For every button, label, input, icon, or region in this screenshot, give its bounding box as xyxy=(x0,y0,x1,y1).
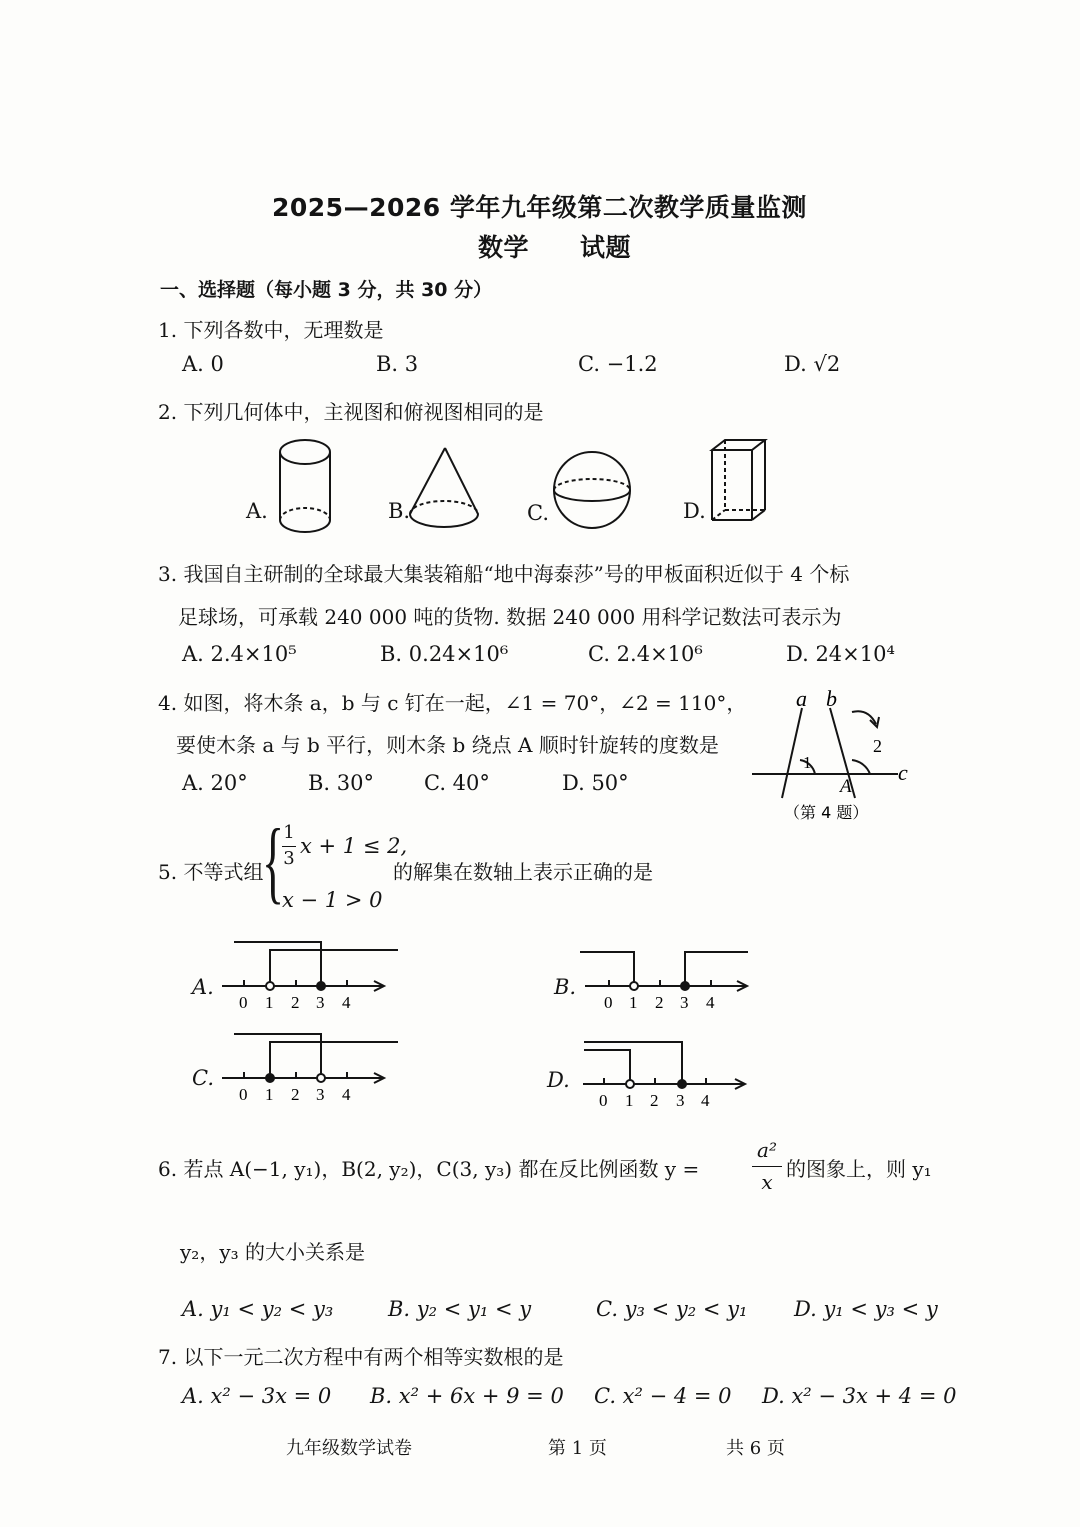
tick-b-3: 3 xyxy=(680,993,689,1012)
q5-option-d: D. xyxy=(547,1068,570,1092)
q3-option-b: B. 0.24×10⁶ xyxy=(380,642,509,666)
fig-label-c: c xyxy=(898,760,908,785)
q6-option-c: C. y₃ < y₂ < y₁ xyxy=(596,1297,748,1321)
q7-stem: 7. 以下一元二次方程中有两个相等实数根的是 xyxy=(158,1345,564,1369)
q6-stem-part2: 的图象上，则 y₁ xyxy=(786,1157,932,1181)
q4-stem-line2: 要使木条 a 与 b 平行，则木条 b 绕点 A 顺时针旋转的度数是 xyxy=(176,733,719,757)
fig-label-2: 2 xyxy=(873,736,882,756)
q5-option-c: C. xyxy=(192,1066,214,1090)
tick-a-3: 3 xyxy=(316,993,325,1012)
footer-exam-name: 九年级数学试卷 xyxy=(286,1438,412,1459)
tick-c-0: 0 xyxy=(239,1085,248,1104)
fig-label-b: b xyxy=(826,686,837,711)
tick-d-3: 3 xyxy=(676,1091,685,1110)
q6-stem-part1: 6. 若点 A(−1, y₁)，B(2, y₂)，C(3, y₃) 都在反比例函数 y = xyxy=(158,1157,700,1181)
q5-option-a: A. xyxy=(192,975,214,999)
q3-option-d: D. 24×10⁴ xyxy=(786,642,895,666)
fig-label-a: a xyxy=(796,686,807,711)
q2-option-d: D. xyxy=(683,499,706,523)
q3-stem-line1: 3. 我国自主研制的全球最大集装箱船“地中海泰莎”号的甲板面积近似于 4 个标 xyxy=(158,562,850,586)
fig-label-1: 1 xyxy=(803,753,812,772)
section-heading: 一、选择题（每小题 3 分，共 30 分） xyxy=(160,279,493,301)
q2-stem: 2. 下列几何体中，主视图和俯视图相同的是 xyxy=(158,400,544,424)
q6-frac-den: x xyxy=(761,1170,773,1194)
fig-caption: （第 4 题） xyxy=(784,803,869,822)
number-line-c xyxy=(222,1034,398,1083)
tick-c-2: 2 xyxy=(291,1085,300,1104)
q1-stem: 1. 下列各数中，无理数是 xyxy=(158,318,384,342)
q4-stem-line1: 4. 如图，将木条 a，b 与 c 钉在一起，∠1 = 70°，∠2 = 110°， xyxy=(158,691,747,715)
q7-option-b: B. x² + 6x + 9 = 0 xyxy=(370,1384,564,1408)
tick-c-4: 4 xyxy=(342,1085,351,1104)
q6-frac-num: a² xyxy=(757,1138,777,1162)
fig-label-A: A xyxy=(840,776,852,797)
footer-page-number: 第 1 页 xyxy=(548,1438,607,1459)
q6-frac-bar xyxy=(752,1166,782,1167)
tick-a-0: 0 xyxy=(239,993,248,1012)
number-line-b xyxy=(580,952,748,991)
q4-option-a: A. 20° xyxy=(182,771,248,795)
number-line-a xyxy=(222,942,398,991)
q5-option-b: B. xyxy=(554,975,577,999)
q2-option-a: A. xyxy=(246,499,268,523)
q1-option-a: A. 0 xyxy=(182,352,224,376)
system-brace: { xyxy=(262,810,285,912)
exam-title: 2025—2026 学年九年级第二次教学质量监测 xyxy=(272,193,807,222)
exam-subtitle: 数学 试题 xyxy=(478,233,632,262)
tick-d-4: 4 xyxy=(701,1091,710,1110)
footer-page-total: 共 6 页 xyxy=(726,1438,785,1459)
q7-option-a: A. x² − 3x = 0 xyxy=(182,1384,332,1408)
q5-frac-den: 3 xyxy=(283,848,295,869)
tick-d-2: 2 xyxy=(650,1091,659,1110)
q5-frac-num: 1 xyxy=(283,822,295,843)
q5-suffix: 的解集在数轴上表示正确的是 xyxy=(393,860,653,884)
q4-option-b: B. 30° xyxy=(308,771,375,795)
tick-d-1: 1 xyxy=(625,1091,634,1110)
q1-option-c: C. −1.2 xyxy=(578,352,658,376)
q5-ineq2: x − 1 > 0 xyxy=(282,888,383,912)
tick-c-3: 3 xyxy=(316,1085,325,1104)
q6-option-b: B. y₂ < y₁ < y xyxy=(388,1297,532,1321)
tick-a-2: 2 xyxy=(291,993,300,1012)
tick-b-4: 4 xyxy=(706,993,715,1012)
q7-option-c: C. x² − 4 = 0 xyxy=(594,1384,732,1408)
tick-a-4: 4 xyxy=(342,993,351,1012)
q5-ineq1-rest: x + 1 ≤ 2, xyxy=(300,834,408,858)
tick-b-2: 2 xyxy=(655,993,664,1012)
tick-a-1: 1 xyxy=(265,993,274,1012)
q4-option-d: D. 50° xyxy=(562,771,629,795)
q3-stem-line2: 足球场，可承载 240 000 吨的货物. 数据 240 000 用科学记数法可表示为 xyxy=(178,605,842,629)
q7-option-d: D. x² − 3x + 4 = 0 xyxy=(762,1384,957,1408)
tick-c-1: 1 xyxy=(265,1085,274,1104)
q6-stem-line2: y₂，y₃ 的大小关系是 xyxy=(180,1240,365,1264)
q2-option-c: C. xyxy=(527,501,549,525)
q6-option-a: A. y₁ < y₂ < y₃ xyxy=(182,1297,334,1321)
q4-option-c: C. 40° xyxy=(424,771,490,795)
tick-b-1: 1 xyxy=(629,993,638,1012)
q1-option-d: D. √2 xyxy=(784,352,841,376)
q3-option-a: A. 2.4×10⁵ xyxy=(182,642,297,666)
q2-option-b: B. xyxy=(388,499,411,523)
q6-option-d: D. y₁ < y₃ < y xyxy=(794,1297,938,1321)
tick-b-0: 0 xyxy=(604,993,613,1012)
number-line-d xyxy=(583,1042,745,1089)
q1-option-b: B. 3 xyxy=(376,352,419,376)
q5-prefix: 5. 不等式组 xyxy=(158,860,264,884)
tick-d-0: 0 xyxy=(599,1091,608,1110)
q3-option-c: C. 2.4×10⁶ xyxy=(588,642,703,666)
